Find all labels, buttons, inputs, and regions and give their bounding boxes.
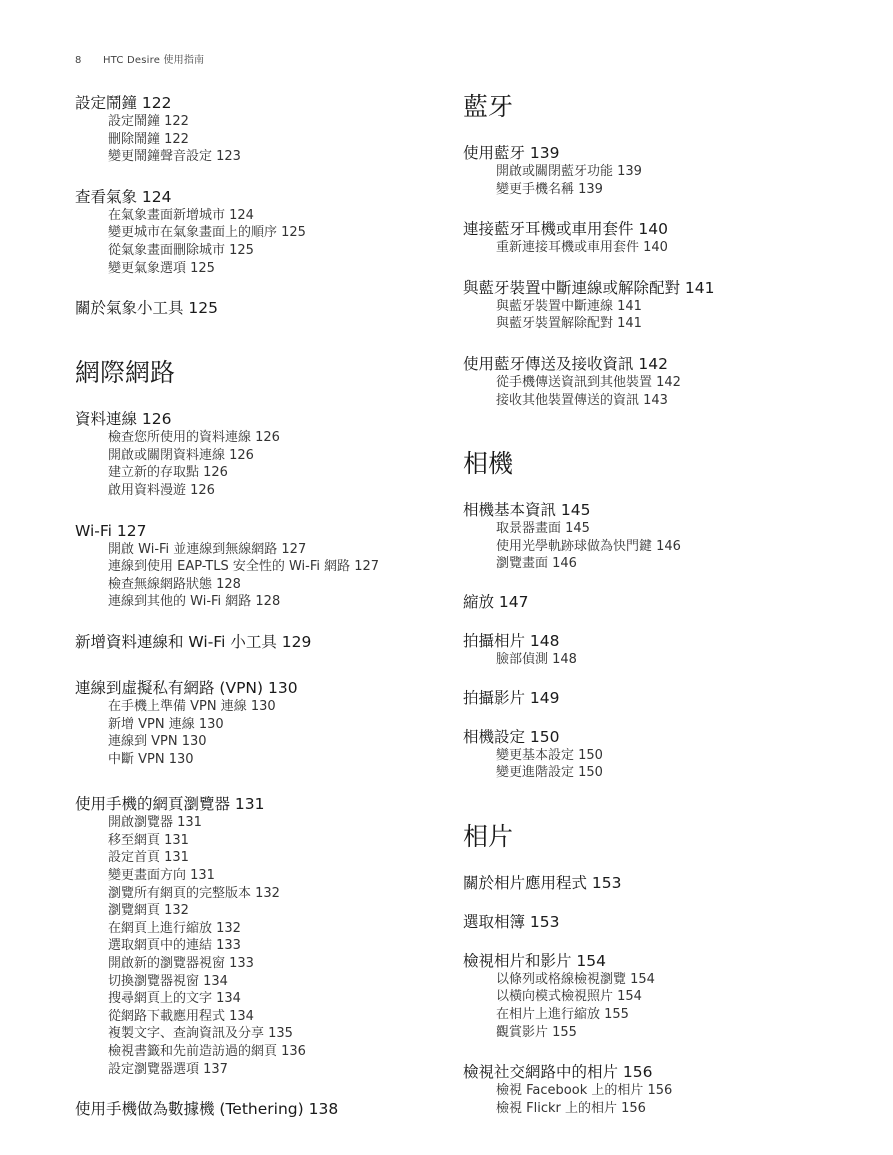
toc-entry[interactable]: 資料連線 126 xyxy=(75,410,172,429)
toc-subentry[interactable]: 取景器畫面 145 xyxy=(496,521,590,537)
chapter-title: 相片 xyxy=(463,821,514,851)
chapter-section xyxy=(463,822,863,852)
toc-entry[interactable]: 檢視社交網路中的相片 156 xyxy=(463,1063,653,1082)
toc-section xyxy=(75,522,455,611)
toc-section xyxy=(463,952,863,1041)
toc-subentry[interactable]: 移至網頁 131 xyxy=(108,832,189,848)
toc-subentry[interactable]: 刪除鬧鐘 122 xyxy=(108,131,189,147)
toc-entry[interactable]: 設定鬧鐘 122 xyxy=(75,94,172,112)
toc-subentry[interactable]: 檢視 Flickr 上的相片 156 xyxy=(496,1100,646,1116)
toc-subentry[interactable]: 開啟 Wi-Fi 並連線到無線網路 127 xyxy=(108,541,307,557)
toc-section xyxy=(75,410,455,499)
toc-subentry[interactable]: 在手機上準備 VPN 連線 130 xyxy=(108,698,276,714)
toc-entry[interactable]: 相機基本資訊 145 xyxy=(463,501,591,520)
toc-subentry[interactable]: 變更進階設定 150 xyxy=(496,765,603,781)
toc-section xyxy=(75,633,455,652)
toc-subentries xyxy=(463,374,863,409)
toc-subentries xyxy=(75,698,455,768)
toc-section xyxy=(75,299,455,318)
toc-section xyxy=(463,220,863,257)
toc-section xyxy=(463,689,863,708)
toc-section xyxy=(463,279,863,333)
toc-subentry[interactable]: 選取網頁中的連結 133 xyxy=(108,938,241,954)
toc-subentry[interactable]: 變更手機名稱 139 xyxy=(496,181,603,197)
toc-subentry[interactable]: 檢查您所使用的資料連線 126 xyxy=(108,430,280,446)
toc-section xyxy=(463,874,863,893)
toc-subentry[interactable]: 從氣象畫面刪除城市 125 xyxy=(108,242,254,258)
toc-subentry[interactable]: 檢查無線網路狀態 128 xyxy=(108,576,241,592)
toc-subentries xyxy=(463,651,863,669)
toc-entry[interactable]: 使用藍牙 139 xyxy=(463,144,560,162)
toc-section xyxy=(75,795,455,1078)
toc-entry[interactable]: 相機設定 150 xyxy=(463,727,560,746)
toc-subentry[interactable]: 連線到其他的 Wi-Fi 網路 128 xyxy=(108,594,281,610)
toc-entry[interactable]: 與藍牙裝置中斷連線或解除配對 141 xyxy=(463,278,715,297)
toc-entry[interactable]: 使用藍牙傳送及接收資訊 142 xyxy=(463,354,669,373)
toc-subentry[interactable]: 檢視書籤和先前造訪過的網頁 136 xyxy=(108,1044,306,1059)
toc-section xyxy=(463,728,863,782)
toc-subentry[interactable]: 切換瀏覽器視窗 134 xyxy=(108,973,228,989)
toc-entry[interactable]: 連接藍牙耳機或車用套件 140 xyxy=(463,220,669,239)
toc-subentry[interactable]: 變更基本設定 150 xyxy=(496,747,603,763)
toc-subentry[interactable]: 開啟新的瀏覽器視窗 133 xyxy=(108,956,254,972)
toc-entry[interactable]: 使用手機做為數據機 (Tethering) 138 xyxy=(75,1100,339,1119)
toc-section xyxy=(75,94,455,166)
toc-subentry[interactable]: 變更鬧鐘聲音設定 123 xyxy=(108,149,241,165)
toc-entry[interactable]: 拍攝相片 148 xyxy=(463,631,560,650)
toc-subentries xyxy=(463,971,863,1041)
chapter-title: 藍牙 xyxy=(463,92,514,121)
toc-subentries xyxy=(463,239,863,257)
toc-section xyxy=(463,501,863,573)
toc-subentries xyxy=(463,298,863,333)
toc-subentries xyxy=(75,207,455,277)
toc-section xyxy=(463,355,863,409)
chapter-section xyxy=(463,92,863,122)
toc-subentry[interactable]: 設定鬧鐘 122 xyxy=(108,114,189,129)
toc-section xyxy=(463,593,863,612)
toc-subentries xyxy=(75,113,455,166)
toc-subentries xyxy=(463,163,863,198)
toc-subentry[interactable]: 複製文字、查詢資訊及分享 135 xyxy=(108,1026,293,1042)
toc-subentry[interactable]: 新增 VPN 連線 130 xyxy=(108,716,224,732)
toc-entry[interactable]: 查看氣象 124 xyxy=(75,187,172,206)
toc-subentry[interactable]: 與藍牙裝置解除配對 141 xyxy=(496,316,642,332)
toc-subentry[interactable]: 中斷 VPN 130 xyxy=(108,751,194,767)
toc-subentry[interactable]: 瀏覽所有網頁的完整版本 132 xyxy=(108,885,280,901)
toc-section xyxy=(75,188,455,277)
toc-subentries xyxy=(463,1082,863,1117)
toc-subentry[interactable]: 建立新的存取點 126 xyxy=(108,465,228,481)
toc-subentry[interactable]: 臉部偵測 148 xyxy=(496,651,577,667)
toc-subentry[interactable]: 以橫向模式檢視照片 154 xyxy=(496,989,642,1005)
toc-subentry[interactable]: 從網路下載應用程式 134 xyxy=(108,1008,254,1024)
toc-entry[interactable]: 關於氣象小工具 125 xyxy=(75,299,219,318)
toc-subentry[interactable]: 變更城市在氣象畫面上的順序 125 xyxy=(108,225,306,241)
toc-subentry[interactable]: 在相片上進行縮放 155 xyxy=(496,1006,629,1022)
toc-subentry[interactable]: 連線到 VPN 130 xyxy=(108,734,207,750)
toc-subentry[interactable]: 瀏覽網頁 132 xyxy=(108,903,189,919)
toc-subentry[interactable]: 瀏覽畫面 146 xyxy=(496,556,577,572)
toc-subentries xyxy=(75,541,455,611)
toc-section xyxy=(463,913,863,932)
toc-subentry[interactable]: 接收其他裝置傳送的資訊 143 xyxy=(496,392,668,408)
toc-entry[interactable]: 關於相片應用程式 153 xyxy=(463,873,622,892)
chapter-title: 網際網路 xyxy=(75,358,176,388)
toc-subentry[interactable]: 在網頁上進行縮放 132 xyxy=(108,920,241,936)
toc-entry[interactable]: 拍攝影片 149 xyxy=(463,688,560,707)
toc-entry[interactable]: 選取相簿 153 xyxy=(463,912,560,931)
toc-subentry[interactable]: 重新連接耳機或車用套件 140 xyxy=(496,240,668,256)
toc-subentry[interactable]: 啟用資料漫遊 126 xyxy=(108,482,215,498)
toc-subentries xyxy=(75,429,455,499)
toc-subentry[interactable]: 開啟或關閉資料連線 126 xyxy=(108,447,254,463)
toc-section xyxy=(463,144,863,198)
toc-subentry[interactable]: 使用光學軌跡球做為快門鍵 146 xyxy=(496,538,681,554)
toc-subentries xyxy=(463,747,863,782)
toc-section xyxy=(75,679,455,768)
toc-subentry[interactable]: 檢視 Facebook 上的相片 156 xyxy=(496,1083,673,1099)
toc-subentry[interactable]: 開啟或關閉藍牙功能 139 xyxy=(496,164,642,179)
page-header xyxy=(75,51,204,66)
toc-section xyxy=(463,1063,863,1117)
toc-subentry[interactable]: 連線到使用 EAP-TLS 安全性的 Wi-Fi 網路 127 xyxy=(108,559,380,575)
toc-right-column xyxy=(463,92,863,1117)
toc-subentries xyxy=(75,814,455,1078)
toc-section xyxy=(463,632,863,669)
toc-subentry[interactable]: 變更畫面方向 131 xyxy=(108,868,215,884)
toc-entry[interactable]: 縮放 147 xyxy=(463,592,529,611)
toc-subentry[interactable]: 開啟瀏覽器 131 xyxy=(108,815,202,831)
toc-left-column xyxy=(75,94,455,1119)
chapter-section xyxy=(75,358,455,388)
toc-entry[interactable]: 使用手機的網頁瀏覽器 131 xyxy=(75,795,265,814)
chapter-title: 相機 xyxy=(463,449,514,479)
toc-subentries xyxy=(463,520,863,573)
toc-entry[interactable]: 新增資料連線和 Wi-Fi 小工具 129 xyxy=(75,632,312,651)
toc-subentry[interactable]: 變更氣象選項 125 xyxy=(108,260,215,276)
toc-subentry[interactable]: 與藍牙裝置中斷連線 141 xyxy=(496,298,642,314)
chapter-section xyxy=(463,449,863,479)
toc-subentry[interactable]: 以條列或格線檢視瀏覽 154 xyxy=(496,971,655,987)
toc-subentry[interactable]: 設定首頁 131 xyxy=(108,850,189,866)
toc-entry[interactable]: 連線到虛擬私有網路 (VPN) 130 xyxy=(75,678,298,697)
toc-subentry[interactable]: 觀賞影片 155 xyxy=(496,1024,577,1040)
toc-subentry[interactable]: 搜尋網頁上的文字 134 xyxy=(108,991,241,1007)
toc-entry[interactable]: 檢視相片和影片 154 xyxy=(463,951,607,970)
page-number: 8 xyxy=(75,55,82,66)
toc-section xyxy=(75,1100,455,1119)
toc-subentry[interactable]: 設定瀏覽器選項 137 xyxy=(108,1061,228,1077)
document-title: HTC Desire 使用指南 xyxy=(102,55,205,66)
toc-entry[interactable]: Wi-Fi 127 xyxy=(75,521,147,540)
toc-subentry[interactable]: 從手機傳送資訊到其他裝置 142 xyxy=(496,374,681,390)
toc-subentry[interactable]: 在氣象畫面新增城市 124 xyxy=(108,207,254,223)
